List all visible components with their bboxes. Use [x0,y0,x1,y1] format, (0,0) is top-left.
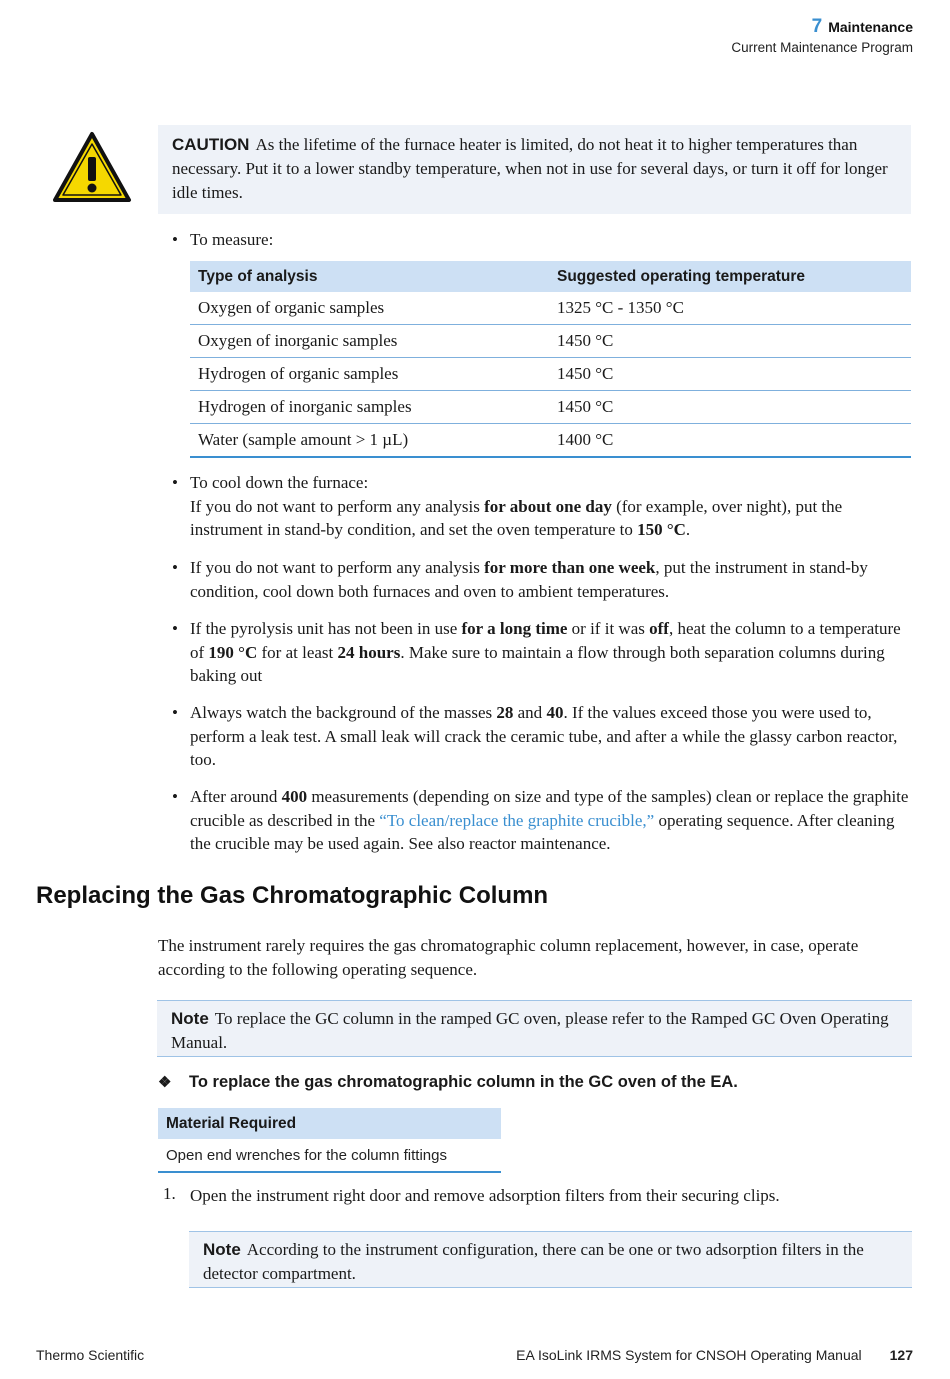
text-run: Always watch the background of the masses [190,703,497,722]
bullet-dot: • [172,558,178,577]
table-cell: 1450 °C [549,325,911,358]
bullet-measure: To measure: [190,230,274,249]
warning-triangle-icon [52,131,132,203]
table-row [190,391,911,424]
table-cell: Oxygen of inorganic samples [190,325,549,358]
chapter-number: 7 [811,16,823,37]
bullet-crucible [190,785,912,856]
column-header-temperature: Suggested operating temperature [549,261,911,292]
column-header-type: Type of analysis [190,261,549,292]
emphasis: off [649,619,669,638]
table-cell: Hydrogen of organic samples [190,358,549,391]
chapter-heading [731,16,913,38]
bullet-dot: • [172,787,178,806]
text-run: measurements (depending on size and type of the samples) clean or replace the graphite crucible as described in the [190,787,909,830]
bullet-dot: • [172,619,178,638]
emphasis: for more than one week [484,558,656,577]
text-run: . Make sure to maintain a flow through both separation columns during baking out [190,642,885,685]
text-run: If you do not want to perform any analysis [190,558,485,577]
footer-manual [516,1347,913,1363]
table-row [190,424,911,458]
table-header-row [190,261,911,292]
text-run: for at least [257,642,338,662]
procedure-title [158,1073,738,1092]
crucible-cross-reference-link[interactable]: “To clean/replace the graphite crucible,” [379,810,655,830]
note-box-ramped-oven [157,1000,912,1057]
text-run: (for example, over night), put the instrument in stand-by condition, and set the oven temperature to [190,496,843,539]
table-cell: Hydrogen of inorganic samples [190,391,549,424]
emphasis: for about one day [484,496,612,516]
page-number: 127 [889,1347,913,1363]
caution-box [158,125,911,214]
bullet-cool-intro: To cool down the furnace: [190,473,369,492]
emphasis: 28 [496,703,514,722]
text-run: and [513,703,547,722]
table-cell: 1450 °C [549,358,911,391]
note-text: To replace the GC column in the ramped GC oven, please refer to the Ramped GC Oven Operating Manual. [171,1009,889,1052]
temperature-table [190,261,911,458]
footer-publisher: Thermo Scientific [36,1347,145,1363]
bullet-pyrolysis [190,617,912,688]
table-row [190,292,911,325]
material-required-table [158,1108,501,1173]
procedure-diamond-icon: ❖ [158,1074,172,1091]
table-header-row [158,1108,501,1139]
table-row [190,358,911,391]
table-row [158,1139,501,1172]
procedure-title-text: To replace the gas chromatographic column in the GC oven of the EA. [189,1073,738,1091]
bullet-dot: • [172,230,178,249]
emphasis: for a long time [461,619,568,638]
section-heading: Replacing the Gas Chromatographic Column [36,882,549,909]
text-run: . [685,520,691,539]
table-cell: 1325 °C - 1350 °C [549,292,911,325]
text-run: . If the values exceed those you were used to, perform a leak test. A small leak will crack the ceramic tube, and after a while the glassy carbon reactor, too. [190,703,898,769]
emphasis: 40 [546,703,564,722]
bullet-one-week [190,556,912,603]
step-text: Open the instrument right door and remove adsorption filters from their securing clips. [190,1186,780,1205]
note-paragraph [171,1007,898,1055]
table-cell: Oxygen of organic samples [190,292,549,325]
note-box-adsorption-filters [189,1231,912,1288]
running-header [731,16,913,55]
section-title: Current Maintenance Program [731,40,913,55]
note-paragraph [203,1238,898,1286]
caution-paragraph [172,133,897,205]
caution-label: CAUTION [172,135,250,154]
footer-manual-title: EA IsoLink IRMS System for CNSOH Operating Manual [516,1347,862,1363]
material-required-header: Material Required [158,1108,501,1139]
text-run: If the pyrolysis unit has not been in use [190,619,462,638]
text-run: or if it was [567,619,650,638]
table-cell: 1400 °C [549,424,911,458]
table-cell: 1450 °C [549,391,911,424]
bullet-cool-down [190,471,912,542]
note-label: Note [203,1240,241,1259]
material-item: Open end wrenches for the column fittings [158,1139,501,1172]
bullet-dot: • [172,473,178,492]
step-number: 1. [163,1184,176,1203]
text-run: , put the instrument in stand-by condition, cool down both furnaces and oven to ambient temperatures. [190,558,868,601]
bullet-background [190,701,912,772]
bullet-dot: • [172,703,178,722]
emphasis: 24 hours [337,642,401,662]
emphasis: 400 [281,787,308,806]
text-run: If you do not want to perform any analysis [190,496,485,516]
chapter-title: Maintenance [828,19,913,35]
text-run: After around [190,787,282,806]
caution-text: As the lifetime of the furnace heater is limited, do not heat it to higher temperatures than necessary. Put it to a lower standby temperature, when not in use for several days, or turn it off for longer idle times. [172,135,888,202]
emphasis: 150 °C [637,520,686,539]
table-row [190,325,911,358]
note-label: Note [171,1009,209,1028]
text-run: , heat the column to a temperature of [190,619,901,662]
emphasis: 190 °C [208,642,258,662]
section-intro: The instrument rarely requires the gas chromatographic column replacement, however, in case, operate according to the following operating sequence. [158,936,859,979]
table-cell: Water (sample amount > 1 µL) [190,424,549,458]
note-text: According to the instrument configuration, there can be one or two adsorption filters in the detector compartment. [203,1240,864,1283]
text-run: operating sequence. After cleaning the crucible may be used again. See also reactor maintenance. [190,810,895,853]
